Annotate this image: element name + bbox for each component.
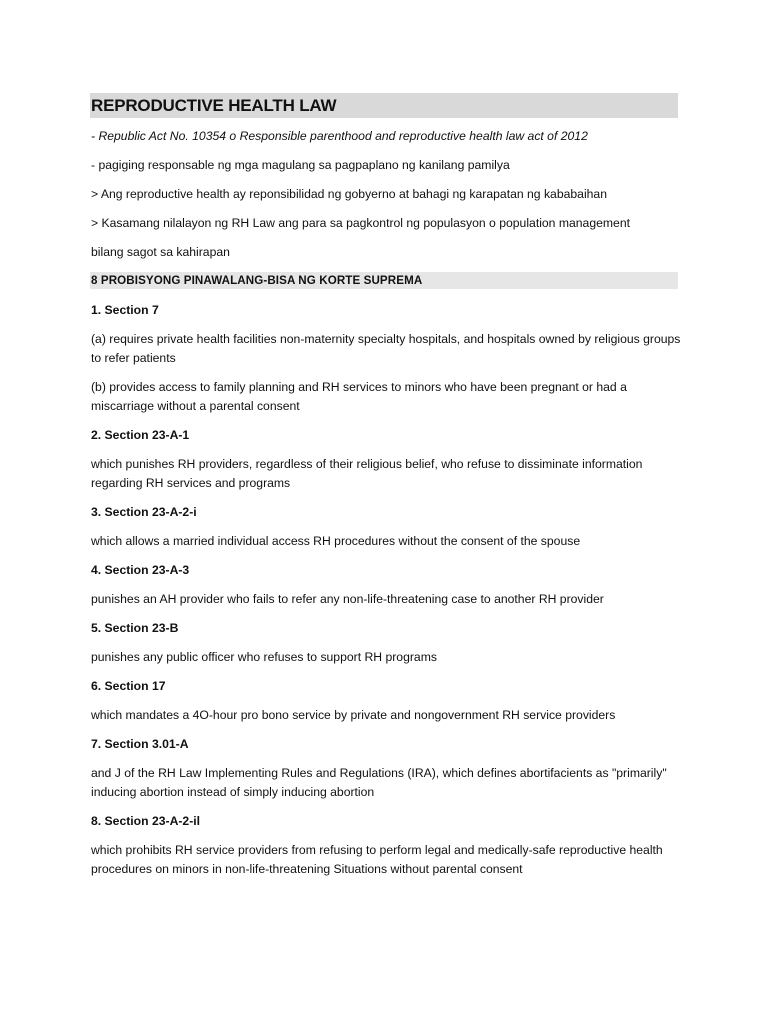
provision-heading: 1. Section 7: [91, 303, 159, 317]
provision-heading: 3. Section 23-A-2-i: [91, 505, 197, 519]
provision-heading: 4. Section 23-A-3: [91, 563, 190, 577]
provision-item: [90, 812, 678, 879]
intro-line-3: > Ang reproductive health ay reponsibilidad ng gobyerno at bahagi ng karapatan ng kababaihan: [91, 187, 607, 201]
provision-item: [90, 426, 678, 493]
provision-paragraph: which prohibits RH service providers from refusing to perform legal and medically-safe reproductive health procedures on minors in non-life-threatening Situations without parental consent: [91, 843, 663, 876]
provision-heading: 2. Section 23-A-1: [91, 428, 190, 442]
provision-item: [90, 735, 678, 802]
provision-heading: 6. Section 17: [91, 679, 166, 693]
provision-item: [90, 301, 681, 416]
provision-item: [90, 561, 678, 609]
provision-paragraph: which punishes RH providers, regardless of their religious belief, who refuse to dissiminate information regarding RH services and programs: [91, 457, 643, 490]
document-page: [90, 93, 681, 889]
intro-line-2: - pagiging responsable ng mga magulang sa pagpaplano ng kanilang pamilya: [91, 158, 510, 172]
provisions-list: [90, 301, 681, 879]
provision-heading: 5. Section 23-B: [91, 621, 179, 635]
section-header: 8 PROBISYONG PINAWALANG-BISA NG KORTE SUPREMA: [90, 272, 678, 289]
intro-line-1: - Republic Act No. 10354 o Responsible parenthood and reproductive health law act of 2012: [91, 129, 588, 143]
title-bar: [90, 93, 678, 118]
provision-item: [90, 503, 678, 551]
provision-paragraph: and J of the RH Law Implementing Rules and Regulations (IRA), which defines abortifacients as "primarily" inducing abortion instead of simply inducing abortion: [91, 766, 667, 799]
provision-item: [90, 677, 678, 725]
provision-paragraph: punishes any public officer who refuses to support RH programs: [91, 650, 437, 664]
provision-paragraph: (a) requires private health facilities non-maternity specialty hospitals, and hospitals owned by religious groups to refer patients: [91, 332, 681, 365]
page-title: REPRODUCTIVE HEALTH LAW: [91, 96, 337, 115]
intro-line-4: > Kasamang nilalayon ng RH Law ang para sa pagkontrol ng populasyon o population management: [91, 216, 630, 230]
provision-heading: 7. Section 3.01-A: [91, 737, 189, 751]
intro-line-5: bilang sagot sa kahirapan: [91, 245, 230, 259]
provision-heading: 8. Section 23-A-2-il: [91, 814, 201, 828]
provision-paragraph: punishes an AH provider who fails to refer any non-life-threatening case to another RH provider: [91, 592, 604, 606]
provision-paragraph: (b) provides access to family planning and RH services to minors who have been pregnant or had a miscarriage without a parental consent: [91, 380, 627, 413]
provision-paragraph: which mandates a 4O-hour pro bono service by private and nongovernment RH service providers: [91, 708, 616, 722]
provision-paragraph: which allows a married individual access RH procedures without the consent of the spouse: [91, 534, 581, 548]
provision-item: [90, 619, 678, 667]
